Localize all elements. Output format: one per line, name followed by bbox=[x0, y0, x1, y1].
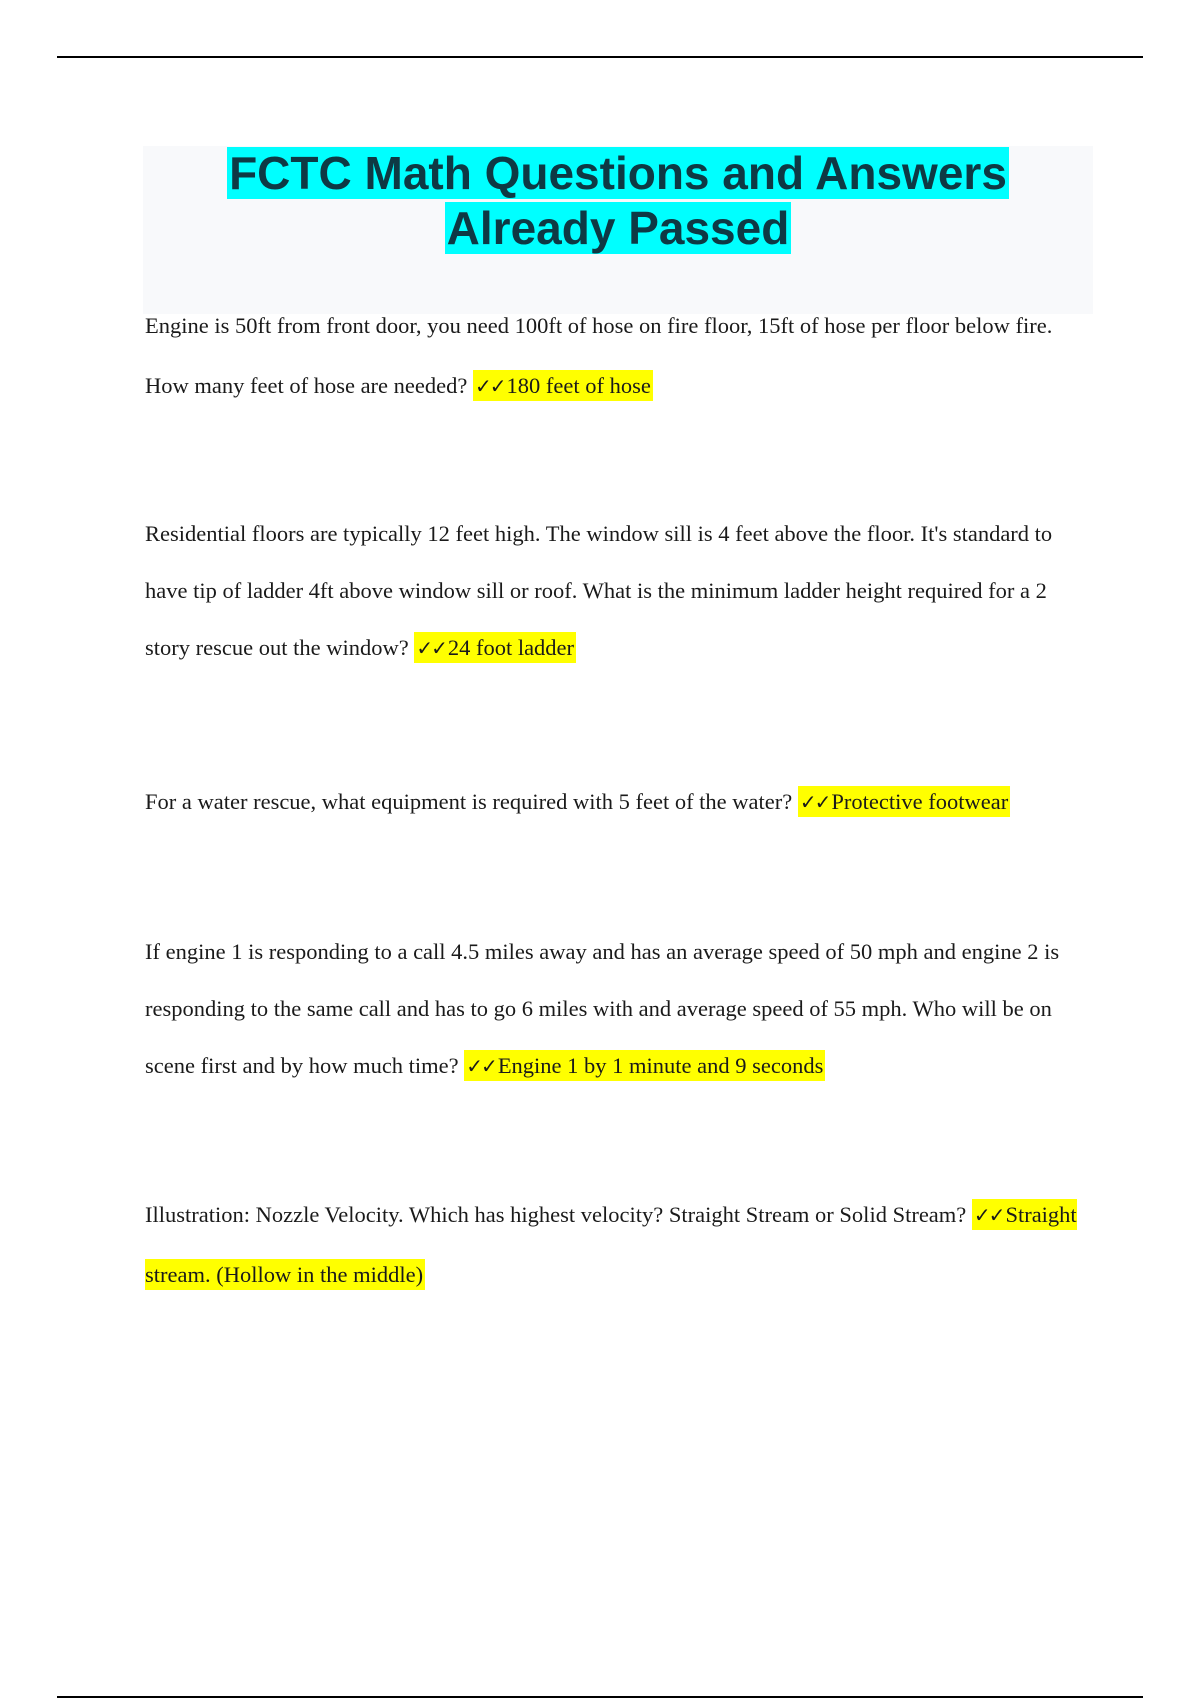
double-check-icon: ✓✓ bbox=[474, 374, 505, 398]
question-text: Illustration: Nozzle Velocity. Which has highest velocity? Straight Stream or Solid Stream? bbox=[145, 1202, 967, 1227]
qa-item-1 bbox=[145, 296, 1095, 416]
qa-item-5 bbox=[145, 1185, 1095, 1305]
qa-item-3 bbox=[145, 772, 1095, 832]
footer-rule bbox=[57, 1696, 1143, 1698]
double-check-icon: ✓✓ bbox=[416, 636, 446, 660]
answer-text: Protective footwear bbox=[831, 789, 1009, 814]
answer-highlight bbox=[414, 632, 576, 663]
qa-item-2 bbox=[145, 505, 1095, 677]
page-title: FCTC Math Questions and Answers bbox=[229, 147, 1007, 199]
question-text: If engine 1 is responding to a call 4.5 miles away and has an average speed of 50 mph and engine 2 is responding to the same call and has to go 6 miles with and average speed of 55 mph. Who will be on scene first and by how much time? bbox=[145, 939, 1060, 1078]
title-line-2 bbox=[143, 201, 1093, 256]
double-check-icon: ✓✓ bbox=[799, 790, 830, 814]
answer-highlight bbox=[464, 1050, 825, 1081]
title-block bbox=[143, 146, 1093, 314]
double-check-icon: ✓✓ bbox=[466, 1054, 496, 1078]
question-text: For a water rescue, what equipment is required with 5 feet of the water? bbox=[145, 789, 793, 814]
title-line-1 bbox=[143, 146, 1093, 201]
answer-text: 180 feet of hose bbox=[506, 373, 651, 398]
qa-item-4 bbox=[145, 923, 1095, 1095]
header-rule bbox=[57, 56, 1143, 58]
answer-text: Straight stream. (Hollow in the middle) bbox=[145, 1202, 1077, 1287]
answer-highlight bbox=[798, 786, 1010, 817]
double-check-icon: ✓✓ bbox=[973, 1203, 1004, 1227]
answer-text: 24 foot ladder bbox=[447, 635, 575, 660]
answer-text: Engine 1 by 1 minute and 9 seconds bbox=[497, 1053, 824, 1078]
question-text: Residential floors are typically 12 feet high. The window sill is 4 feet above the floor. It's standard to have tip of ladder 4ft above window sill or roof. What is the minimum ladder height required for a 2 story rescue out the window? bbox=[145, 521, 1053, 660]
question-text: Engine is 50ft from front door, you need 100ft of hose on fire floor, 15ft of hose per floor below fire. How many feet of hose are needed? bbox=[145, 313, 1053, 398]
page-title-continued: Already Passed bbox=[446, 202, 790, 254]
answer-highlight bbox=[473, 370, 653, 401]
